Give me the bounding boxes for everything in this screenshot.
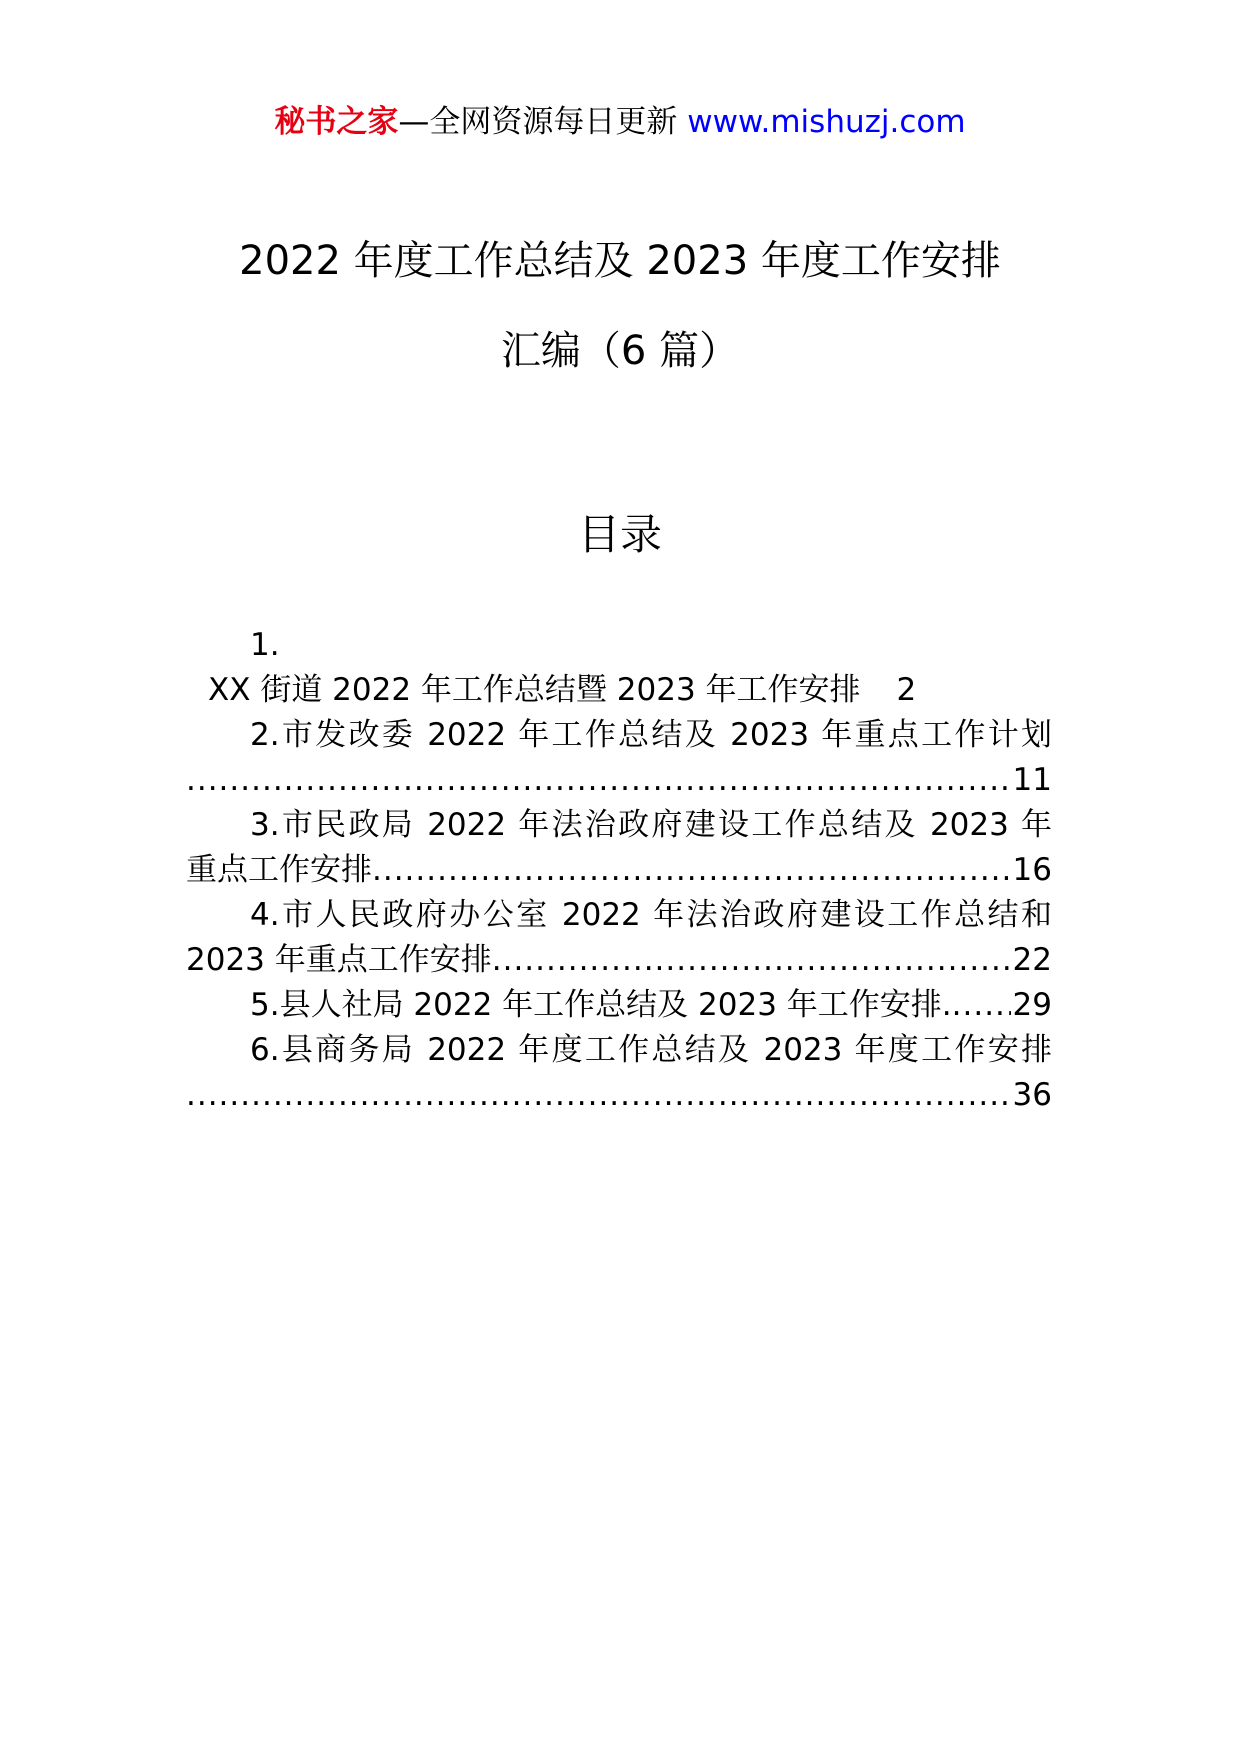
toc-dot-leader [372, 848, 1011, 893]
document-title-line-2: 汇编（6 篇） [500, 328, 740, 374]
toc-entry-1[interactable] [186, 668, 1052, 713]
table-of-contents [186, 623, 1052, 1118]
toc-page-number: 2 [896, 672, 917, 708]
toc-page-number: 16 [1012, 852, 1052, 888]
toc-entry-title: 2.市发改委 2022 年工作总结及 2023 年重点工作计划 [250, 717, 1052, 753]
toc-page-number: 11 [1012, 762, 1052, 798]
document-title-line-1: 2022 年度工作总结及 2023 年度工作安排 [239, 238, 1001, 284]
toc-dot-leader [952, 983, 1011, 1028]
toc-entry-2[interactable] [186, 713, 1052, 758]
toc-entry-title: 6.县商务局 2022 年度工作总结及 2023 年度工作安排 [250, 1032, 1052, 1068]
toc-entry-4[interactable] [186, 893, 1052, 938]
toc-entry-title: 4.市人民政府办公室 2022 年法治政府建设工作总结和 [250, 897, 1052, 933]
toc-page-number: 22 [1012, 942, 1052, 978]
toc-dot-leader [186, 1073, 1011, 1118]
toc-dot-leader [186, 758, 1011, 803]
toc-entry-2-leader [186, 758, 1052, 803]
site-header [0, 100, 1240, 144]
toc-entry-5[interactable] [186, 983, 1052, 1028]
toc-entry-4-leader [186, 938, 1052, 983]
toc-entry-1-number-line [186, 623, 1052, 668]
toc-entry-6-leader [186, 1073, 1052, 1118]
toc-entry-title: 3.市民政局 2022 年法治政府建设工作总结及 2023 年 [250, 807, 1052, 843]
toc-entry-title: 5.县人社局 2022 年工作总结及 2023 年工作安排. [250, 987, 952, 1023]
toc-entry-title: XX 街道 2022 年工作总结暨 2023 年工作安排 [208, 672, 861, 708]
brand-name: 秘书之家 [274, 104, 399, 140]
toc-dot-leader [492, 938, 1011, 983]
toc-heading: 目录 [577, 510, 662, 559]
header-slogan: —全网资源每日更新 [398, 104, 678, 140]
toc-entry-number: 1. [250, 627, 280, 663]
toc-entry-6[interactable] [186, 1028, 1052, 1073]
toc-entry-title-continued: 重点工作安排 [186, 852, 372, 888]
toc-page-number: 29 [1012, 987, 1052, 1023]
toc-entry-3-leader [186, 848, 1052, 893]
site-url-link[interactable]: www.mishuzj.com [687, 104, 966, 140]
toc-entry-title-continued: 2023 年重点工作安排 [186, 942, 492, 978]
toc-page-number: 36 [1012, 1077, 1052, 1113]
toc-entry-3[interactable] [186, 803, 1052, 848]
